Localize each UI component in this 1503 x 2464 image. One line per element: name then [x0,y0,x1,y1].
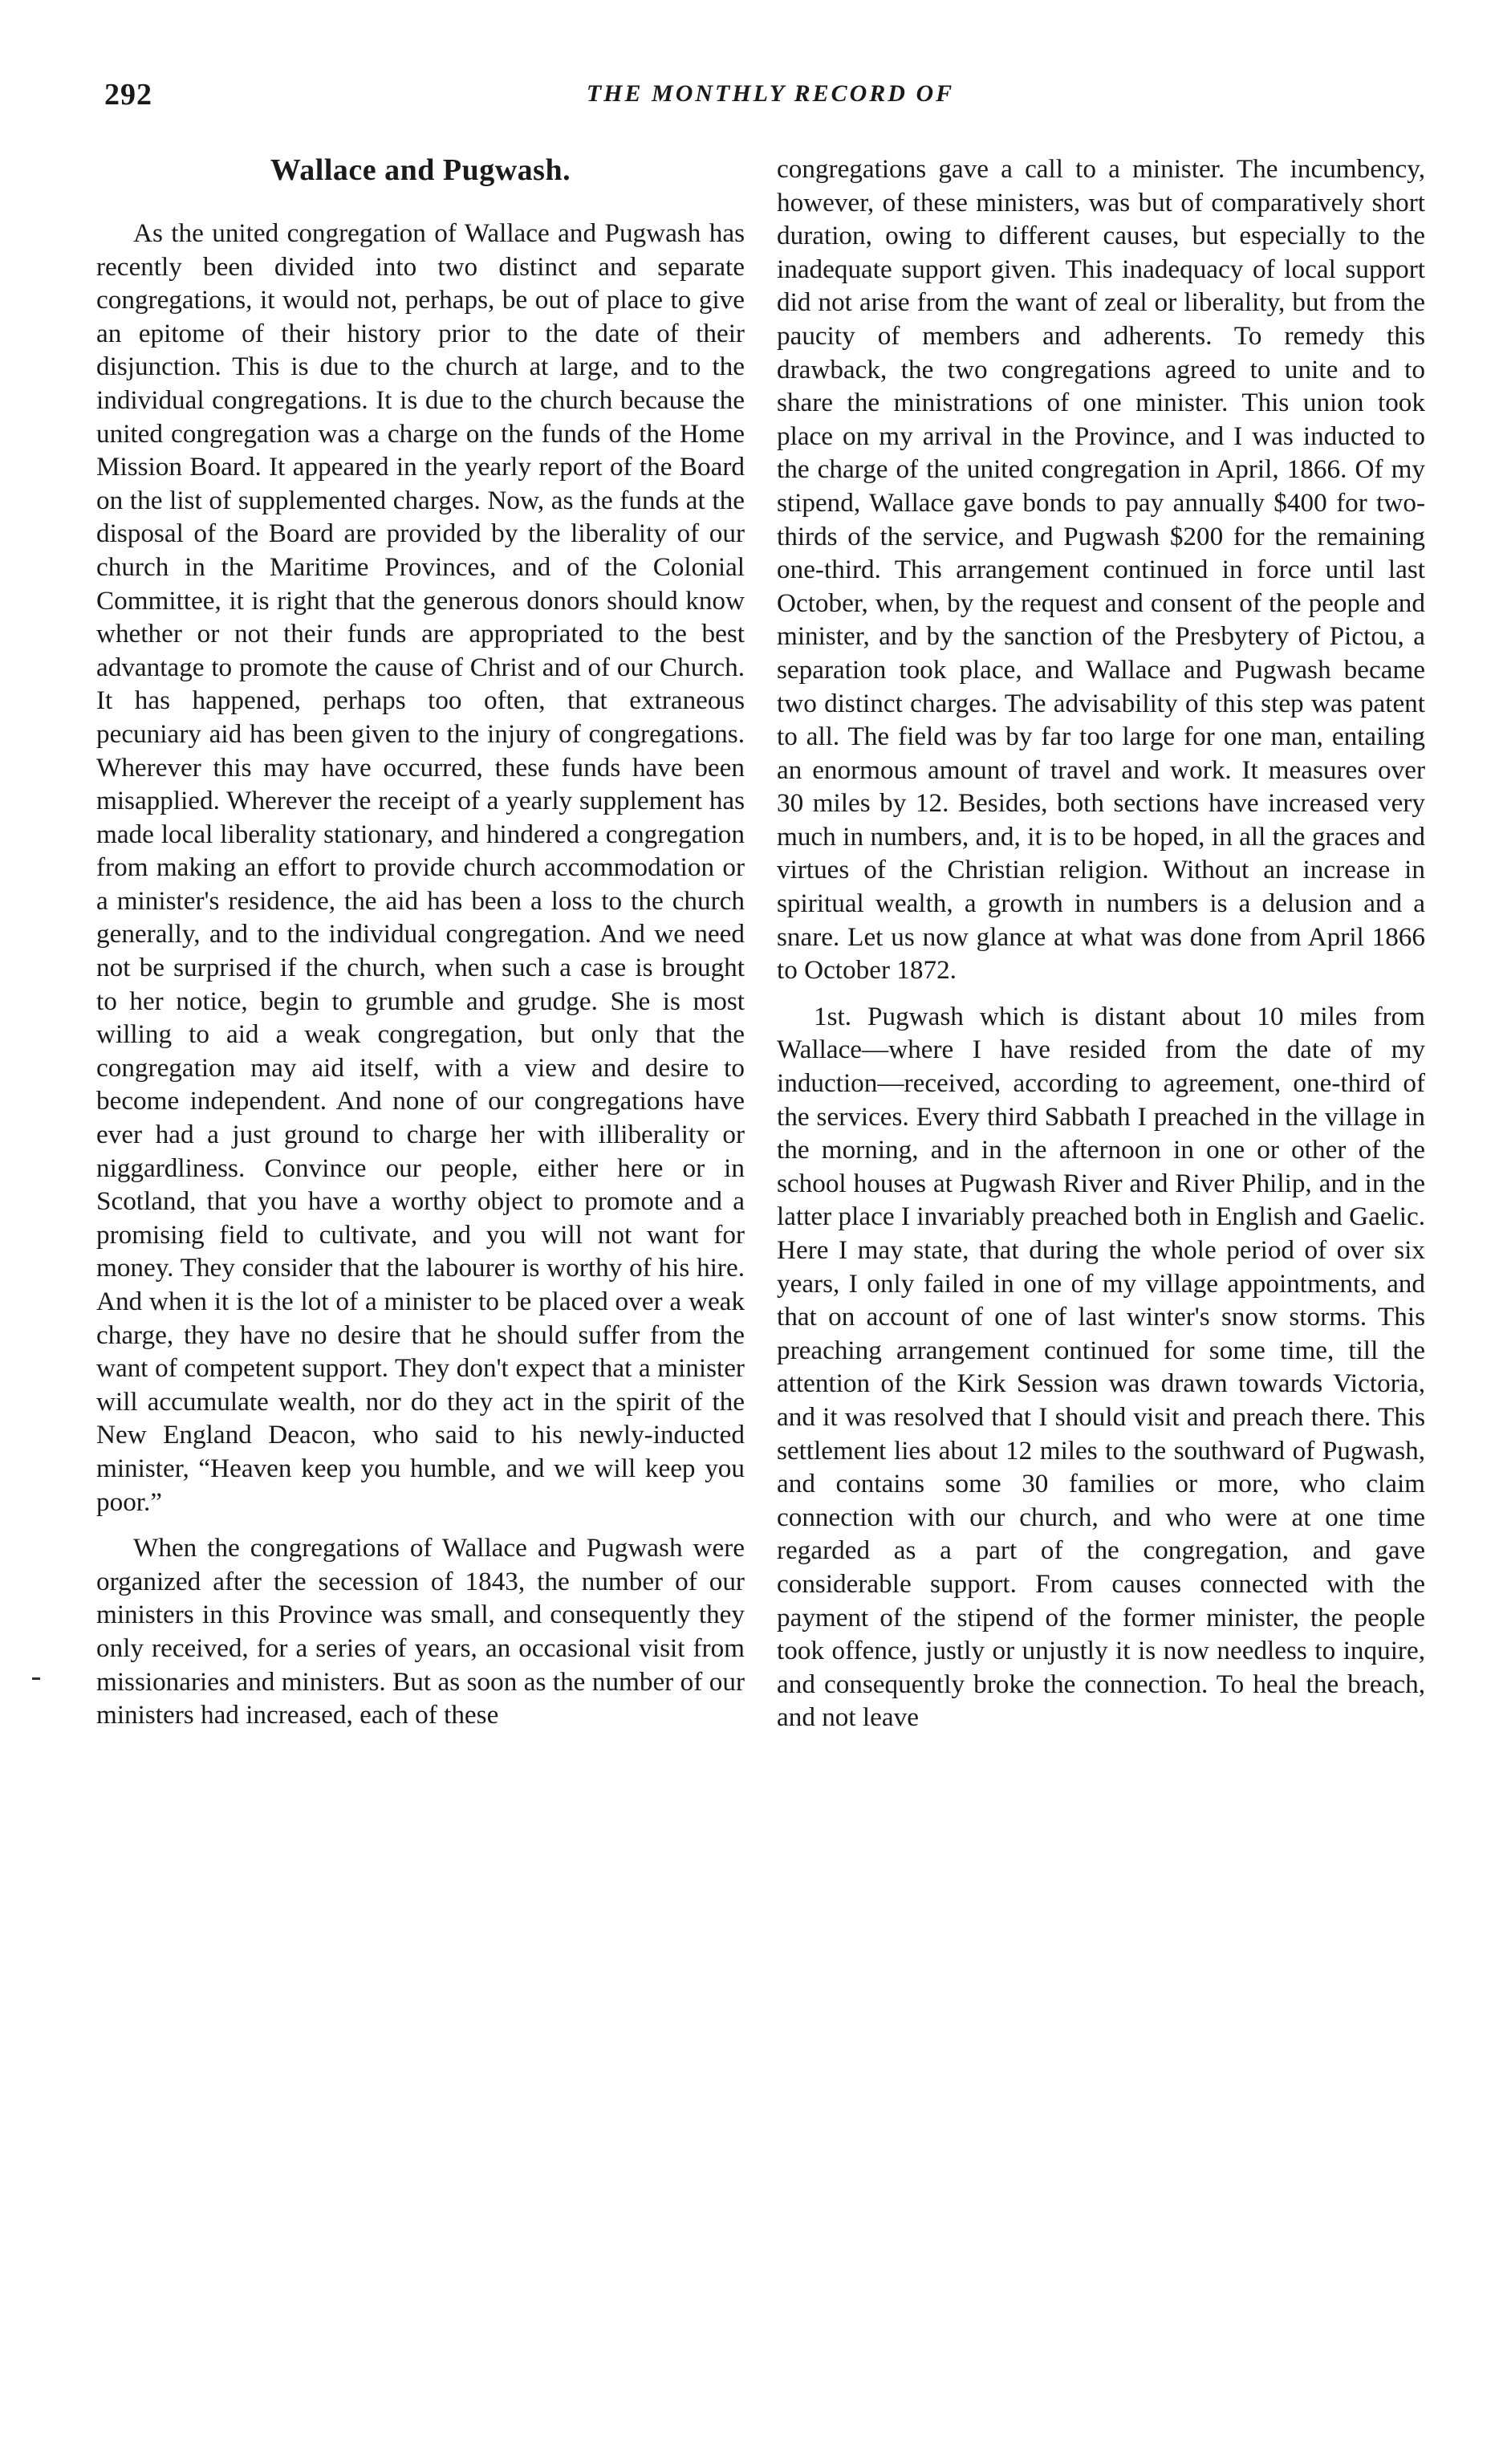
paragraph: When the congregations of Wallace and Pugwash were organized after the secession of 1843, the number of our ministers in this Province was small, and consequently they only received, for a series of years, an occasional visit from missionaries and ministers. But as soon as the number of our ministers had increased, each of these [96,1533,745,1730]
article-title: Wallace and Pugwash. [270,153,571,187]
page-number: 292 [104,78,152,112]
paragraph: As the united congregation of Wallace and Pugwash has recently been divided into two distinct and separate congregations, it would not, perhaps, be out of place to give an epitome of their history prior to the date of their disjunction. This is due to the church at large, and to the individual congregations. It is due to the church because the united congregation was a charge on the funds of the Home Mission Board. It appeared in the yearly report of the Board on the list of supplemented charges. Now, as the funds at the disposal of the Board are provided by the liberality of our church in the Maritime Provinces, and of the Colonial Committee, it is right that the generous donors should know whether or not their funds are appropriated to the best advantage to promote the cause of Christ and of our Church. It has happened, perhaps too often, that extraneous pecuniary aid has been given to the injury of congregations. Wherever this may have occurred, these funds have been misapplied. Wherever the receipt of a yearly supplement has made local liberality stationary, and hindered a congregation from making an effort to provide church accommodation or a minister's residence, the aid has been a loss to the church generally, and to the individual congregation. And we need not be surprised if the church, when such a case is brought to her notice, begin to grumble and grudge. She is most willing to aid a weak congregation, but only that the congregation may aid itself, with a view and desire to become independent. And none of our congregations have ever had a just ground to charge her with illiberality or niggardliness. Convince our people, either here or in Scotland, that you have a worthy object to promote and a promising field to cultivate, and you will not want for money. They consider that the labourer is worthy of his hire. And when it is the lot of a minister to be placed over a weak charge, they have no desire that he should suffer from the want of competent support. They don't expect that a minister will accumulate wealth, nor do they act in the spirit of the New England Deacon, who said to his newly-inducted minister, “Heaven keep you humble, and we will keep you poor.” [96,218,745,1517]
left-column [96,152,745,1745]
paragraph: congregations gave a call to a minister. The incumbency, however, of these ministers, was but of comparatively short duration, owing to different causes, but especially to the inadequate support given. This inadequacy of local support did not arise from the want of zeal or liberality, but from the paucity of members and adherents. To remedy this drawback, the two congregations agreed to unite and to share the ministrations of one minister. This union took place on my arrival in the Province, and I was inducted to the charge of the united congregation in April, 1866. Of my stipend, Wallace gave bonds to pay annually $400 for two-thirds of the service, and Pugwash $200 for the remaining one-third. This arrangement continued in force until last October, when, by the request and consent of the people and minister, and by the sanction of the Presbytery of Pictou, a separation took place, and Wallace and Pugwash became two distinct charges. The advisability of this step was patent to all. The field was by far too large for one man, entailing an enormous amount of travel and work. It measures over 30 miles by 12. Besides, both sections have increased very much in numbers, and, it is to be hoped, in all the graces and virtues of the Christian religion. Without an increase in spiritual wealth, a growth in numbers is a delusion and a snare. Let us now glance at what was done from April 1866 to October 1872. [777,154,1425,986]
margin-mark [32,1677,40,1680]
journal-title: THE MONTHLY RECORD OF [586,80,955,107]
right-column [777,152,1425,1747]
running-head [104,77,1436,117]
paragraph: 1st. Pugwash which is distant about 10 miles from Wallace—where I have resided from the date of my induction—received, according to agreement, one-third of the services. Every third Sabbath I preached in the village in the morning, and in the afternoon in one or other of the school houses at Pugwash River and River Philip, and in the latter place I invariably preached both in English and Gaelic. Here I may state, that during the whole period of over six years, I only failed in one of my village appointments, and that on account of one of last winter's snow storms. This preaching arrangement continued for some time, till the attention of the Kirk Session was drawn towards Victoria, and it was resolved that I should visit and preach there. This settlement lies about 12 miles to the southward of Pugwash, and contains some 30 families or more, who claim connection with our church, and who were at one time regarded as a part of the congregation, and gave considerable support. From causes connected with the payment of the stipend of the former minister, the people took offence, justly or unjustly it is now needless to inquire, and consequently broke the connection. To heal the breach, and not leave [777,1001,1425,1733]
